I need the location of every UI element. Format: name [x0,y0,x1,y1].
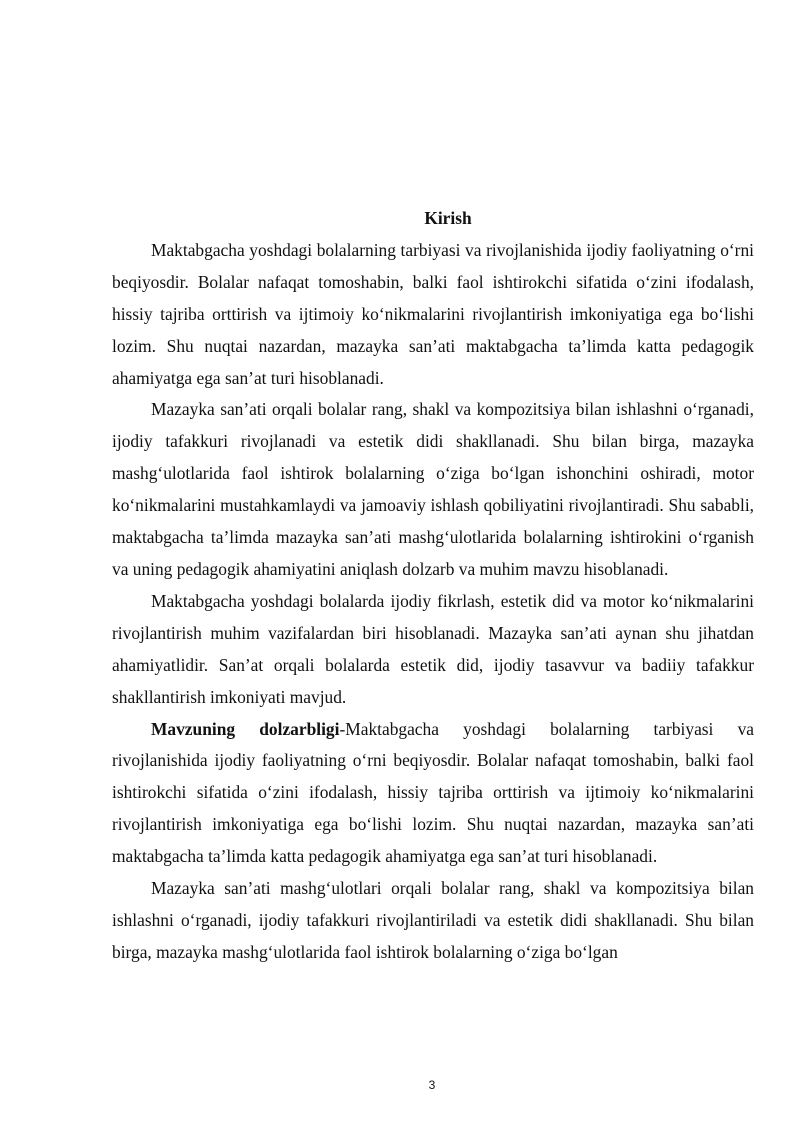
relevance-lead: Mavzuning dolzarbligi [151,718,340,739]
paragraph-text: Maktabgacha yoshdagi bolalarda ijodiy fikrlash, estetik did va motor ko‘nikmalarini rivojlantirish muhim vazifalardan biri hisoblanadi. Mazayka san’ati aynan shu jihatdan ahamiyatlidir. San’at orqali bolalarda estetik did, ijodiy tasavvur va badiiy tafakkur shakllantirish imkoniyati mavjud. [112,590,754,707]
document-body [112,203,754,969]
paragraph-text: Maktabgacha yoshdagi bolalarning tarbiyasi va rivojlanishida ijodiy faoliyatning o‘rni beqiyosdir. Bolalar nafaqat tomoshabin, balki faol ishtirokchi sifatida o‘zini ifodalash, hissiy tajriba orttirish va ijtimoiy ko‘nikmalarini rivojlantirish imkoniyatiga ega bo‘lishi lozim. Shu nuqtai nazardan, mazayka san’ati maktabgacha ta’limda katta pedagogik ahamiyatga ega san’at turi hisoblanadi. [112,239,754,388]
paragraph-text: Mazayka san’ati mashg‘ulotlari orqali bolalar rang, shakl va kompozitsiya bilan ishlashni o‘rganadi, ijodiy tafakkuri rivojlantiriladi va estetik didi shakllanadi. Shu bilan birga, mazayka mashg‘ulotlarida faol ishtirok bolalarning o‘ziga bo‘lgan [112,878,754,962]
paragraph-5 [112,873,754,969]
paragraph-text: Mazayka san’ati orqali bolalar rang, shakl va kompozitsiya bilan ishlashni o‘rganadi, ijodiy tafakkuri rivojlanadi va estetik didi shakllanadi. Shu bilan birga, mazayka mashg‘ulotlarida faol ishtirok bolalarning o‘ziga bo‘lgan ishonchini oshiradi, motor ko‘nikmalarini mustahkamlaydi va jamoaviy ishlash qobiliyatini rivojlantiradi. Shu sababli, maktabgacha ta’limda mazayka san’ati mashg‘ulotlarida bolalarning ishtirokini o‘rganish va uning pedagogik ahamiyatini aniqlash dolzarb va muhim mavzu hisoblanadi. [112,399,754,579]
paragraph-3 [112,586,754,714]
page-number: 3 [428,1078,436,1092]
paragraph-relevance [112,714,754,874]
paragraph-1 [112,235,754,395]
paragraph-text: -Maktabgacha yoshdagi bolalarning tarbiyasi va rivojlanishida ijodiy faoliyatning o‘rni beqiyosdir. Bolalar nafaqat tomoshabin, balki faol ishtirokchi sifatida o‘zini ifodalash, hissiy tajriba orttirish va ijtimoiy ko‘nikmalarini rivojlantirish imkoniyatiga ega bo‘lishi lozim. Shu nuqtai nazardan, mazayka san’ati maktabgacha ta’limda katta pedagogik ahamiyatga ega san’at turi hisoblanadi. [112,718,754,867]
section-heading: Kirish [424,208,472,228]
paragraph-2 [112,394,754,585]
